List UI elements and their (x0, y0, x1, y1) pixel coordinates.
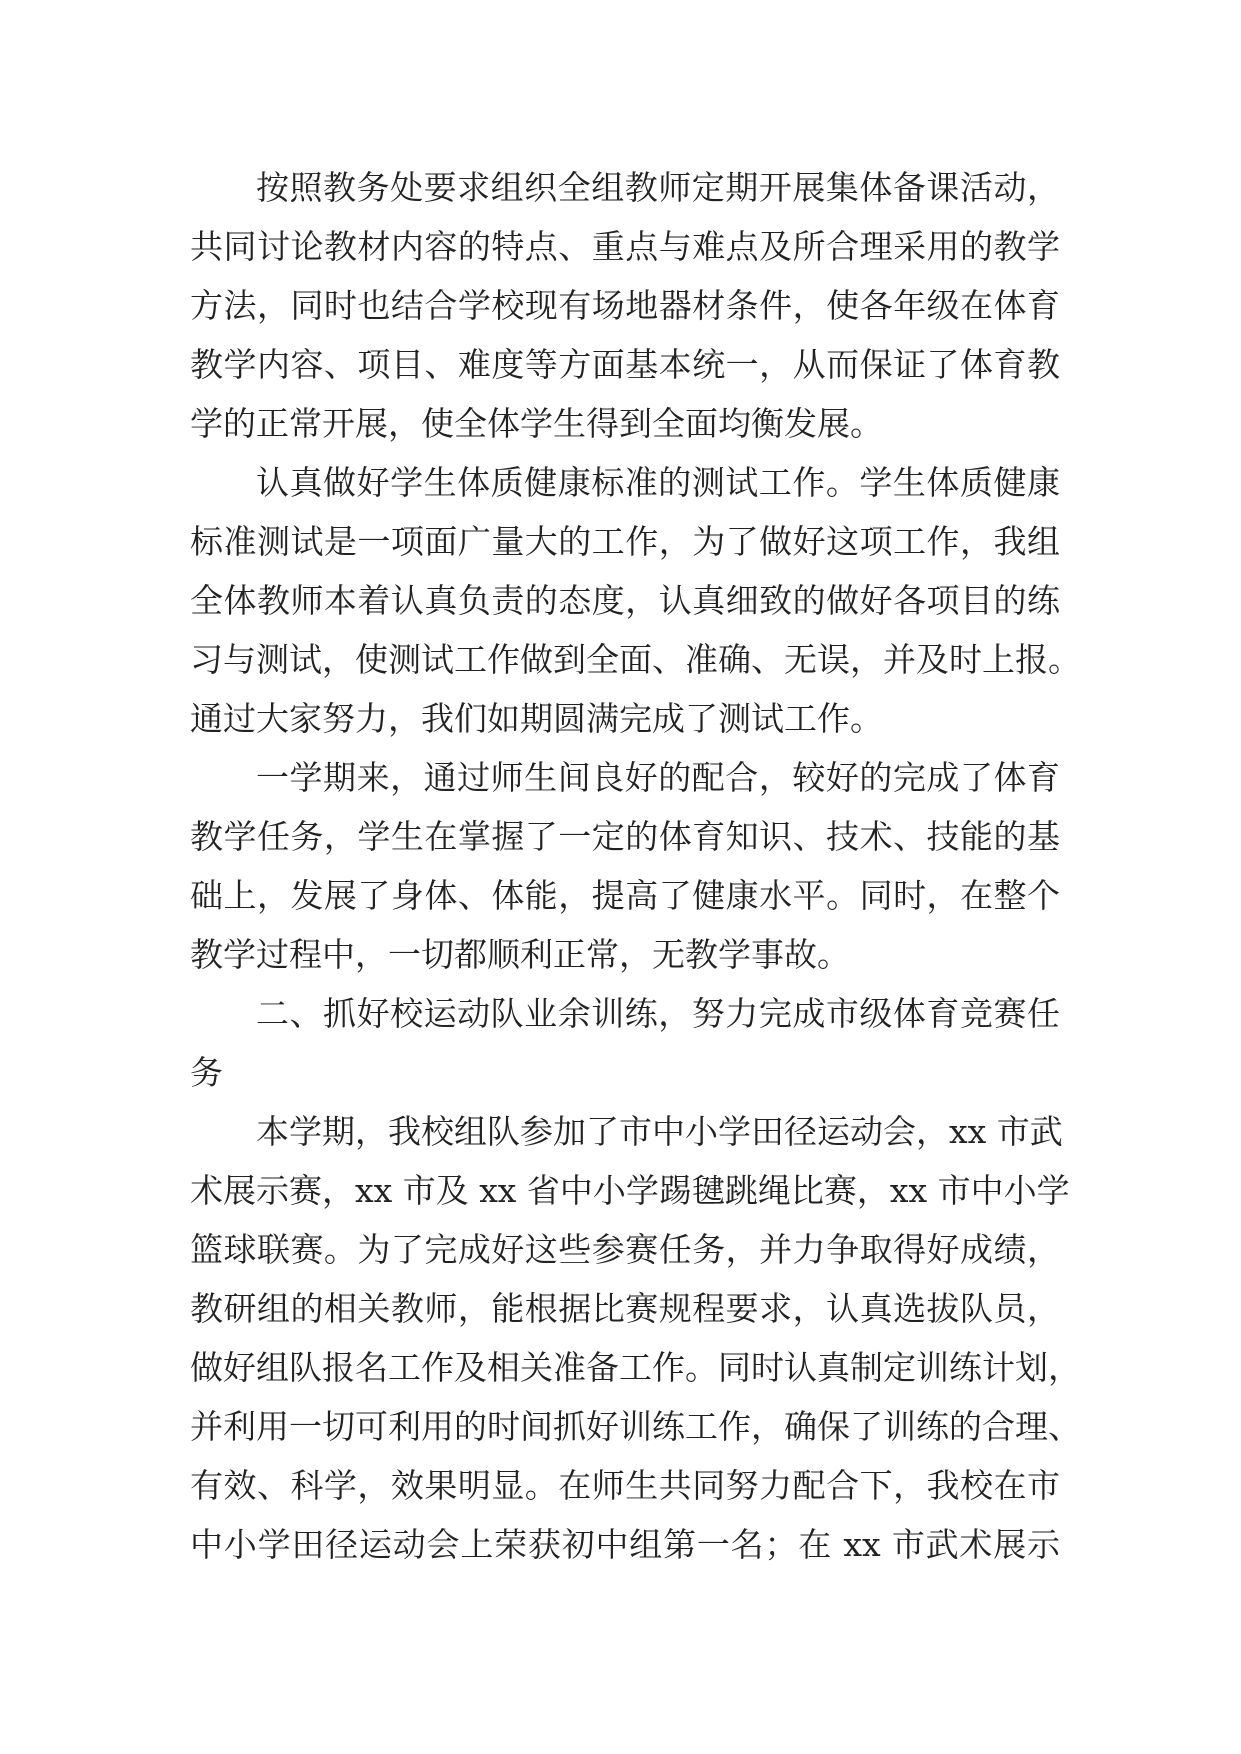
text-line: 中小学田径运动会上荣获初中组第一名；在 xx 市武术展示 (190, 1525, 1060, 1564)
text-line: 学的正常开展，使全体学生得到全面均衡发展。 (190, 404, 883, 443)
text-line: 方法，同时也结合学校现有场地器材条件，使各年级在体育 (190, 286, 1060, 325)
text-line: 教研组的相关教师，能根据比赛规程要求，认真选拔队员， (190, 1289, 1060, 1328)
text-line: 认真做好学生体质健康标准的测试工作。学生体质健康 (256, 463, 1060, 502)
text-line: 教学内容、项目、难度等方面基本统一，从而保证了体育教 (190, 345, 1060, 384)
text-line: 有效、科学，效果明显。在师生共同努力配合下，我校在市 (190, 1466, 1060, 1505)
text-line: 本学期，我校组队参加了市中小学田径运动会，xx 市武 (256, 1112, 1063, 1151)
body-text (190, 158, 1081, 1574)
text-line: 做好组队报名工作及相关准备工作。同时认真制定训练计划， (190, 1348, 1081, 1387)
text-line: 教学任务，学生在掌握了一定的体育知识、技术、技能的基 (190, 817, 1060, 856)
text-line: 教学过程中，一切都顺利正常，无教学事故。 (190, 935, 850, 974)
text-line: 并利用一切可利用的时间抓好训练工作，确保了训练的合理、 (190, 1407, 1081, 1446)
text-line: 篮球联赛。为了完成好这些参赛任务，并力争取得好成绩， (190, 1230, 1060, 1269)
text-line: 术展示赛，xx 市及 xx 省中小学踢毽跳绳比赛，xx 市中小学 (190, 1171, 1070, 1210)
text-line: 础上，发展了身体、体能，提高了健康水平。同时，在整个 (190, 876, 1060, 915)
text-line: 标准测试是一项面广量大的工作，为了做好这项工作，我组 (190, 522, 1060, 561)
text-line: 通过大家努力，我们如期圆满完成了测试工作。 (190, 699, 883, 738)
text-line: 按照教务处要求组织全组教师定期开展集体备课活动， (256, 168, 1060, 207)
text-line: 全体教师本着认真负责的态度，认真细致的做好各项目的练 (190, 581, 1060, 620)
text-line: 共同讨论教材内容的特点、重点与难点及所合理采用的教学 (190, 227, 1060, 266)
text-line: 一学期来，通过师生间良好的配合，较好的完成了体育 (256, 758, 1060, 797)
text-line: 习与测试，使测试工作做到全面、准确、无误，并及时上报。 (190, 640, 1081, 679)
text-line: 二、抓好校运动队业余训练，努力完成市级体育竞赛任 (256, 994, 1060, 1033)
text-line: 务 (190, 1053, 223, 1092)
